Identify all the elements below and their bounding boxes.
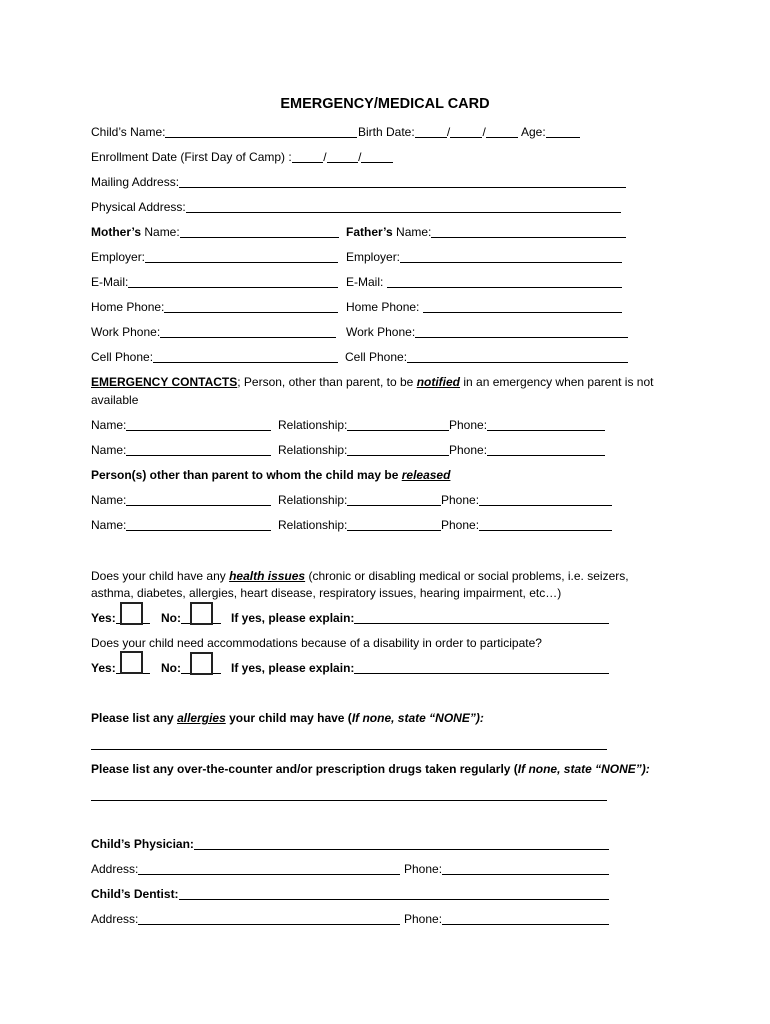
child-name-label: Child’s Name: bbox=[91, 125, 166, 139]
dentist-phone-field[interactable] bbox=[442, 911, 609, 925]
emergency-contacts-text: ; Person, other than parent, to be bbox=[237, 375, 417, 389]
accommodations-question-text: Does your child need accommodations because of a disability in order to participate? bbox=[91, 636, 542, 650]
father-home-phone-label: Home Phone: bbox=[346, 300, 423, 314]
child-name-row bbox=[91, 124, 357, 140]
physician-address-field[interactable] bbox=[138, 861, 400, 875]
mother-cell-phone-row bbox=[91, 349, 338, 365]
emergency-contact-1-relationship-row bbox=[278, 417, 449, 433]
accommodations-yes-checkbox[interactable] bbox=[120, 651, 143, 674]
dentist-address-field[interactable] bbox=[138, 911, 400, 925]
no-label: No: bbox=[161, 611, 181, 625]
health-issues-text: Does your child have any bbox=[91, 569, 230, 583]
mother-employer-row bbox=[91, 249, 338, 265]
contact-relationship-label: Relationship: bbox=[278, 518, 348, 532]
contact-relationship-label: Relationship: bbox=[278, 443, 348, 457]
health-issues-question bbox=[91, 568, 629, 584]
father-employer-field[interactable] bbox=[400, 249, 622, 263]
medications-prompt bbox=[91, 761, 650, 777]
release-contact-2-name-row bbox=[91, 517, 271, 533]
dentist-phone-row bbox=[404, 911, 609, 927]
physician-name-row bbox=[91, 836, 609, 852]
contact-name-label: Name: bbox=[91, 418, 127, 432]
release-contact-1-name-row bbox=[91, 492, 271, 508]
medications-text: Please list any over-the-counter and/or prescription drugs taken regularly ( bbox=[91, 762, 518, 776]
accommodations-question bbox=[91, 635, 542, 651]
explain-label: If yes, please explain: bbox=[231, 661, 355, 675]
father-work-phone-label: Work Phone: bbox=[346, 325, 416, 339]
father-cell-phone-label: Cell Phone: bbox=[345, 350, 408, 364]
release-contact-2-phone-row bbox=[441, 517, 612, 533]
medications-note: If none, state “NONE”): bbox=[517, 762, 650, 776]
release-contact-2-relationship-row bbox=[278, 517, 441, 533]
form-title: EMERGENCY/MEDICAL CARD bbox=[280, 96, 490, 112]
release-contact-1-name-field[interactable] bbox=[126, 492, 271, 506]
father-employer-label: Employer: bbox=[346, 250, 401, 264]
birth-date-label: Birth Date: bbox=[358, 125, 415, 139]
emergency-contact-2-relationship-field[interactable] bbox=[347, 442, 449, 456]
mother-employer-label: Employer: bbox=[91, 250, 146, 264]
dentist-address-label: Address: bbox=[91, 912, 139, 926]
mother-home-phone-field[interactable] bbox=[164, 299, 338, 313]
allergies-prompt bbox=[91, 710, 484, 726]
release-contact-2-name-field[interactable] bbox=[126, 517, 271, 531]
emergency-contact-1-phone-row bbox=[449, 417, 605, 433]
release-contacts-intro bbox=[91, 467, 450, 483]
birth-date-year-field[interactable] bbox=[486, 124, 518, 138]
release-contact-1-phone-field[interactable] bbox=[479, 492, 612, 506]
release-contact-2-phone-field[interactable] bbox=[479, 517, 612, 531]
accommodations-explain-field[interactable] bbox=[354, 660, 609, 674]
emergency-contacts-heading: EMERGENCY CONTACTS bbox=[91, 375, 238, 389]
age-group bbox=[521, 124, 580, 140]
health-issues-explain-field[interactable] bbox=[354, 610, 609, 624]
father-employer-row bbox=[346, 249, 622, 265]
allergies-answer-row bbox=[91, 736, 607, 752]
accommodations-explain-row bbox=[231, 660, 609, 676]
father-cell-phone-row bbox=[345, 349, 628, 365]
emergency-contact-1-name-field[interactable] bbox=[126, 417, 271, 431]
mailing-address-field[interactable] bbox=[179, 174, 626, 188]
father-cell-phone-field[interactable] bbox=[407, 349, 628, 363]
allergies-emphasis: allergies bbox=[177, 711, 226, 725]
enrollment-day-field[interactable] bbox=[327, 149, 362, 164]
mother-name-row bbox=[91, 224, 339, 240]
medications-field[interactable] bbox=[91, 787, 607, 801]
emergency-contact-2-name-row bbox=[91, 442, 271, 458]
date-separator: / bbox=[446, 125, 451, 139]
release-contact-1-relationship-row bbox=[278, 492, 441, 508]
date-separator: / bbox=[323, 150, 327, 164]
enrollment-date-group bbox=[91, 149, 393, 165]
mother-role-label: Mother’s bbox=[91, 225, 142, 239]
emergency-contacts-emphasis: notified bbox=[416, 375, 461, 389]
allergies-text: Please list any bbox=[91, 711, 178, 725]
allergies-text-cont: your child may have ( bbox=[225, 711, 352, 725]
emergency-contact-1-phone-field[interactable] bbox=[487, 417, 605, 431]
father-email-row bbox=[346, 274, 622, 290]
health-issues-text-cont: (chronic or disabling medical or social problems, i.e. seizers, bbox=[305, 569, 629, 583]
mother-home-phone-row bbox=[91, 299, 338, 315]
emergency-contact-2-phone-row bbox=[449, 442, 605, 458]
father-email-label: E-Mail: bbox=[346, 275, 387, 289]
child-name-field[interactable] bbox=[165, 124, 357, 138]
medications-answer-row bbox=[91, 787, 607, 803]
emergency-contact-2-relationship-row bbox=[278, 442, 449, 458]
physician-label: Child’s Physician: bbox=[91, 837, 194, 851]
mother-work-phone-label: Work Phone: bbox=[91, 325, 161, 339]
mother-work-phone-row bbox=[91, 324, 336, 340]
physician-address-label: Address: bbox=[91, 862, 139, 876]
mother-email-row bbox=[91, 274, 338, 290]
contact-phone-label: Phone: bbox=[441, 493, 480, 507]
release-contact-2-relationship-field[interactable] bbox=[347, 517, 441, 531]
mother-email-label: E-Mail: bbox=[91, 275, 129, 289]
physician-phone-field[interactable] bbox=[442, 861, 609, 875]
enrollment-year-field[interactable] bbox=[361, 149, 393, 163]
contact-name-label: Name: bbox=[91, 518, 127, 532]
physical-address-row bbox=[91, 199, 621, 215]
health-issues-explain-row bbox=[231, 610, 609, 626]
date-separator: / bbox=[358, 150, 362, 164]
mother-cell-phone-field[interactable] bbox=[153, 349, 338, 363]
release-contacts-emphasis: released bbox=[401, 468, 451, 482]
contact-relationship-label: Relationship: bbox=[278, 493, 348, 507]
age-label: Age: bbox=[521, 125, 546, 139]
physical-address-label: Physical Address: bbox=[91, 200, 186, 214]
emergency-contact-2-phone-field[interactable] bbox=[487, 442, 605, 456]
father-home-phone-field[interactable] bbox=[423, 299, 622, 313]
emergency-contact-1-relationship-field[interactable] bbox=[347, 417, 449, 431]
father-name-field[interactable] bbox=[431, 224, 626, 238]
contact-phone-label: Phone: bbox=[449, 443, 488, 457]
allergies-field[interactable] bbox=[91, 736, 607, 750]
father-name-label: Name: bbox=[392, 225, 432, 239]
physical-address-field[interactable] bbox=[186, 199, 621, 213]
mother-employer-field[interactable] bbox=[145, 249, 338, 263]
father-name-row bbox=[346, 224, 626, 240]
mother-home-phone-label: Home Phone: bbox=[91, 300, 165, 314]
physician-phone-label: Phone: bbox=[404, 862, 443, 876]
date-separator: / bbox=[482, 125, 486, 139]
contact-phone-label: Phone: bbox=[449, 418, 488, 432]
age-field[interactable] bbox=[546, 124, 580, 138]
dentist-name-field[interactable] bbox=[179, 886, 609, 900]
yes-label: Yes: bbox=[91, 611, 116, 625]
enrollment-month-field[interactable] bbox=[292, 149, 327, 164]
physician-name-field[interactable] bbox=[194, 836, 609, 850]
birth-date-month-field[interactable] bbox=[415, 124, 447, 138]
emergency-contacts-intro-line2 bbox=[91, 392, 138, 408]
yes-label: Yes: bbox=[91, 661, 116, 675]
physician-address-row bbox=[91, 861, 400, 877]
mother-name-field[interactable] bbox=[180, 224, 339, 238]
mother-work-phone-field[interactable] bbox=[160, 324, 336, 338]
physician-phone-row bbox=[404, 861, 609, 877]
emergency-contacts-text-cont: in an emergency when parent is not bbox=[460, 375, 654, 389]
dentist-name-row bbox=[91, 886, 609, 902]
emergency-contacts-intro bbox=[91, 374, 653, 390]
father-email-field[interactable] bbox=[387, 274, 622, 288]
release-contacts-text: Person(s) other than parent to whom the child may be bbox=[91, 468, 402, 482]
contact-phone-label: Phone: bbox=[441, 518, 480, 532]
health-issues-text-end: asthma, diabetes, allergies, heart disease, respiratory issues, hearing impairment, etc…) bbox=[91, 586, 562, 600]
release-contact-1-phone-row bbox=[441, 492, 612, 508]
mother-cell-phone-label: Cell Phone: bbox=[91, 350, 154, 364]
health-issues-yes-checkbox[interactable] bbox=[120, 602, 143, 625]
father-work-phone-row bbox=[346, 324, 628, 340]
emergency-contacts-text-end: available bbox=[91, 393, 139, 407]
emergency-contact-1-name-row bbox=[91, 417, 271, 433]
health-issues-question-line2 bbox=[91, 585, 561, 601]
no-label: No: bbox=[161, 661, 181, 675]
birth-date-group bbox=[358, 124, 518, 140]
accommodations-no-checkbox[interactable] bbox=[190, 652, 213, 675]
dentist-phone-label: Phone: bbox=[404, 912, 443, 926]
mother-email-field[interactable] bbox=[128, 274, 338, 288]
father-work-phone-field[interactable] bbox=[415, 324, 628, 338]
contact-name-label: Name: bbox=[91, 493, 127, 507]
enrollment-date-label: Enrollment Date (First Day of Camp) : bbox=[91, 150, 292, 164]
dentist-address-row bbox=[91, 911, 400, 927]
mailing-address-row bbox=[91, 174, 626, 190]
birth-date-day-field[interactable] bbox=[450, 124, 482, 138]
contact-relationship-label: Relationship: bbox=[278, 418, 348, 432]
emergency-contact-2-name-field[interactable] bbox=[126, 442, 271, 456]
mother-name-label: Name: bbox=[141, 225, 180, 239]
health-issues-emphasis: health issues bbox=[229, 569, 306, 583]
dentist-label: Child’s Dentist: bbox=[91, 887, 179, 901]
father-role-label: Father’s bbox=[346, 225, 393, 239]
health-issues-no-checkbox[interactable] bbox=[190, 602, 213, 625]
mailing-address-label: Mailing Address: bbox=[91, 175, 180, 189]
father-home-phone-row bbox=[346, 299, 622, 315]
explain-label: If yes, please explain: bbox=[231, 611, 355, 625]
contact-name-label: Name: bbox=[91, 443, 127, 457]
allergies-note: If none, state “NONE”): bbox=[351, 711, 484, 725]
release-contact-1-relationship-field[interactable] bbox=[347, 492, 441, 506]
